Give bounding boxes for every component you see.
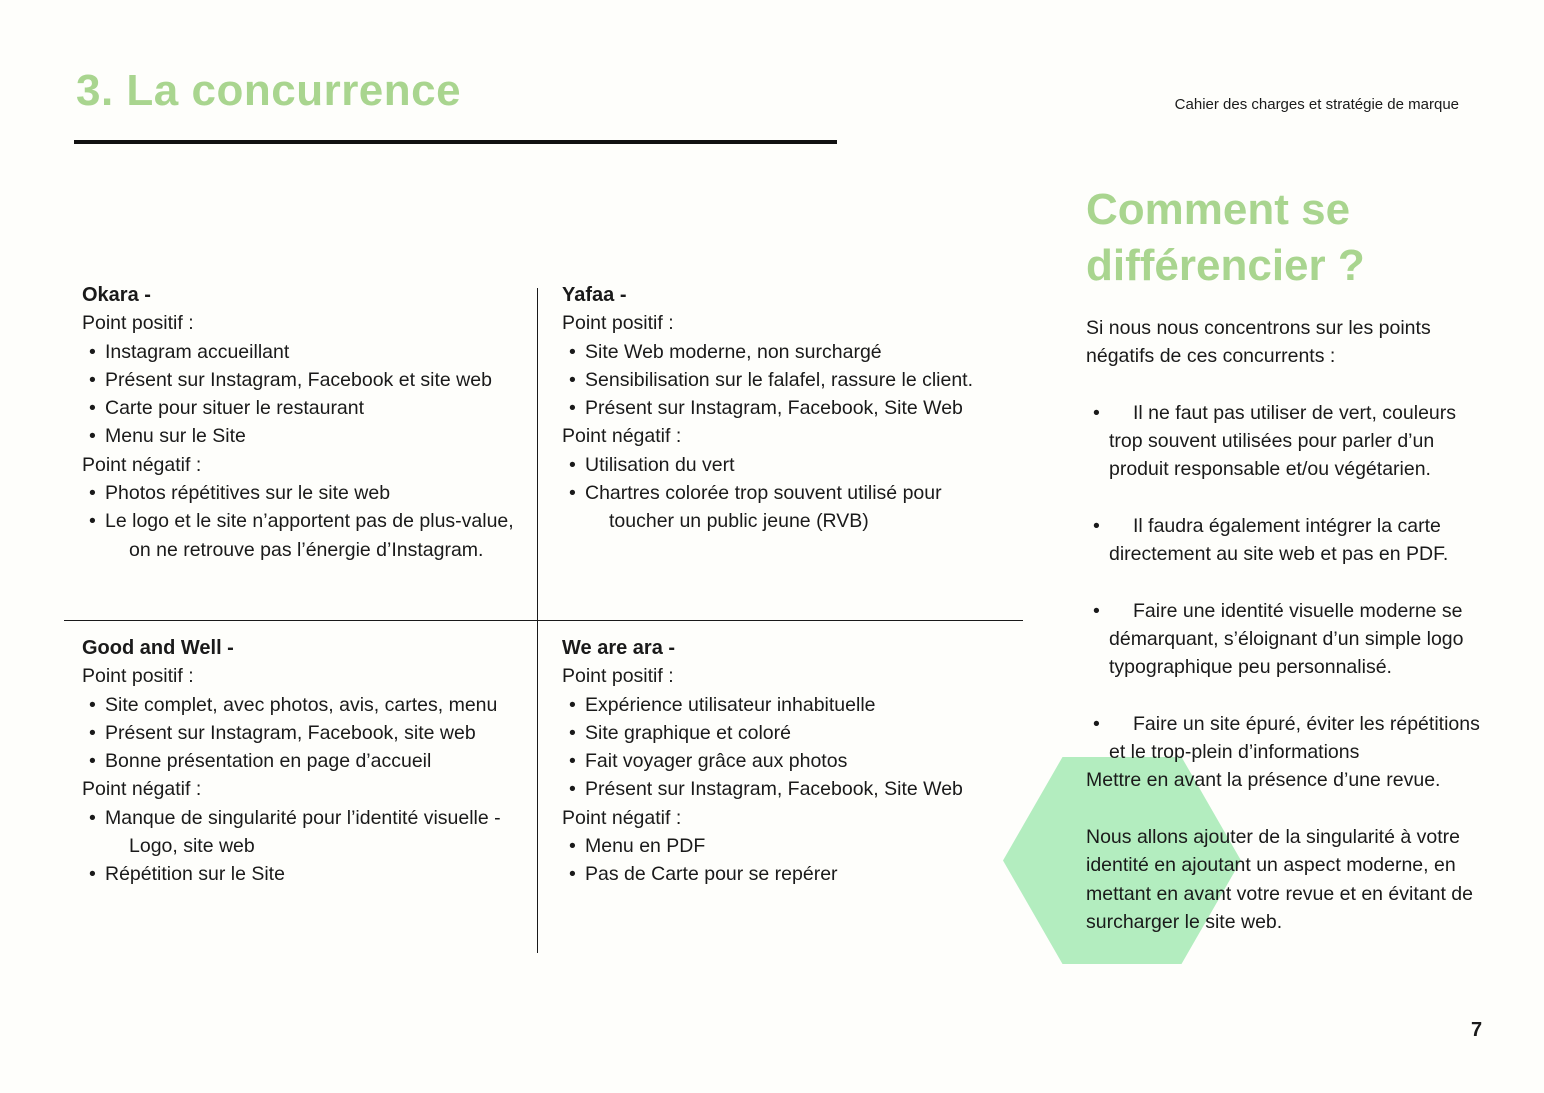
list-item: • Site graphique et coloré [562, 719, 1012, 747]
list-item: • Sensibilisation sur le falafel, rassure le client. [562, 366, 1012, 394]
differentiation-highlight: Mettre en avant la présence d’une revue. [1086, 769, 1441, 792]
page-number: 7 [1471, 1019, 1483, 1041]
list-item: • Pas de Carte pour se repérer [562, 860, 1012, 888]
negative-label: Point négatif : [82, 453, 202, 476]
positive-label: Point positif : [562, 312, 674, 335]
positive-list [562, 691, 1012, 804]
negative-label: Point négatif : [562, 806, 682, 829]
negative-label: Point négatif : [562, 425, 682, 448]
list-item [1086, 710, 1486, 767]
list-item: • Répétition sur le Site [82, 860, 532, 888]
negative-list [82, 479, 532, 564]
competitor-name: Good and Well - [82, 637, 234, 659]
list-item: • Site Web moderne, non surchargé [562, 338, 1012, 366]
differentiation-title-line2: différencier ? [1086, 241, 1365, 290]
list-item: • Présent sur Instagram, Facebook, site web [82, 719, 532, 747]
positive-label: Point positif : [82, 312, 194, 335]
list-item: • Le logo et le site n’apportent pas de plus-value, on ne retrouve pas l’énergie d’Instagram. [82, 507, 532, 564]
point-text: Il faudra également intégrer la carte directement au site web et pas en PDF. [1109, 514, 1449, 566]
list-item: • Bonne présentation en page d’accueil [82, 747, 532, 775]
list-item: • Présent sur Instagram, Facebook, Site Web [562, 775, 1012, 803]
competitor-good-and-well [82, 634, 532, 889]
negative-list [562, 832, 1012, 889]
competitor-name: We are ara - [562, 637, 676, 659]
point-text: Faire un site épuré, éviter les répétitions et le trop-plein d’informations [1109, 712, 1480, 764]
list-item: • Menu sur le Site [82, 422, 532, 450]
negative-list [562, 451, 1012, 536]
list-item [1086, 512, 1486, 569]
list-item: • Site complet, avec photos, avis, cartes, menu [82, 691, 532, 719]
list-item: • Fait voyager grâce aux photos [562, 747, 1012, 775]
list-item [1086, 399, 1486, 484]
competitor-yafaa [562, 281, 1012, 536]
competitor-name: Yafaa - [562, 284, 627, 306]
title-underline [74, 140, 837, 144]
negative-list [82, 804, 532, 889]
positive-list [82, 691, 532, 776]
negative-label: Point négatif : [82, 778, 202, 801]
positive-list [562, 338, 1012, 423]
list-item: • Chartres colorée trop souvent utilisé pour toucher un public jeune (RVB) [562, 479, 1012, 536]
positive-label: Point positif : [82, 665, 194, 688]
list-item: • Présent sur Instagram, Facebook, Site Web [562, 394, 1012, 422]
page-title: 3. La concurrence [76, 66, 462, 115]
differentiation-title [1086, 182, 1365, 294]
list-item: • Menu en PDF [562, 832, 1012, 860]
differentiation-title-line1: Comment se [1086, 185, 1351, 234]
document-subtitle: Cahier des charges et stratégie de marque [1174, 96, 1459, 113]
positive-label: Point positif : [562, 665, 674, 688]
differentiation-intro: Si nous nous concentrons sur les points négatifs de ces concurrents : [1086, 317, 1431, 368]
list-item: • Instagram accueillant [82, 338, 532, 366]
grid-horizontal-divider [64, 620, 1023, 621]
list-item: • Manque de singularité pour l’identité visuelle - Logo, site web [82, 804, 532, 861]
list-item: • Utilisation du vert [562, 451, 1012, 479]
list-item: • Carte pour situer le restaurant [82, 394, 532, 422]
point-text: Il ne faut pas utiliser de vert, couleurs trop souvent utilisées pour parler d’un produit responsable et/ou végétarien. [1109, 401, 1456, 481]
list-item: • Expérience utilisateur inhabituelle [562, 691, 1012, 719]
competitor-okara [82, 281, 532, 564]
differentiation-conclusion: Nous allons ajouter de la singularité à votre identité en ajoutant un aspect moderne, en mettant en avant votre revue et en évitant de surcharger le site web. [1086, 826, 1473, 933]
competitor-name: Okara - [82, 284, 151, 306]
list-item [1086, 597, 1486, 682]
differentiation-points [1086, 399, 1486, 767]
positive-list [82, 338, 532, 451]
differentiation-body [1086, 314, 1486, 936]
list-item: • Photos répétitives sur le site web [82, 479, 532, 507]
point-text: Faire une identité visuelle moderne se démarquant, s’éloignant d’un simple logo typographique peu personnalisé. [1109, 599, 1464, 679]
list-item: • Présent sur Instagram, Facebook et site web [82, 366, 532, 394]
competitor-we-are-ara [562, 634, 1012, 889]
